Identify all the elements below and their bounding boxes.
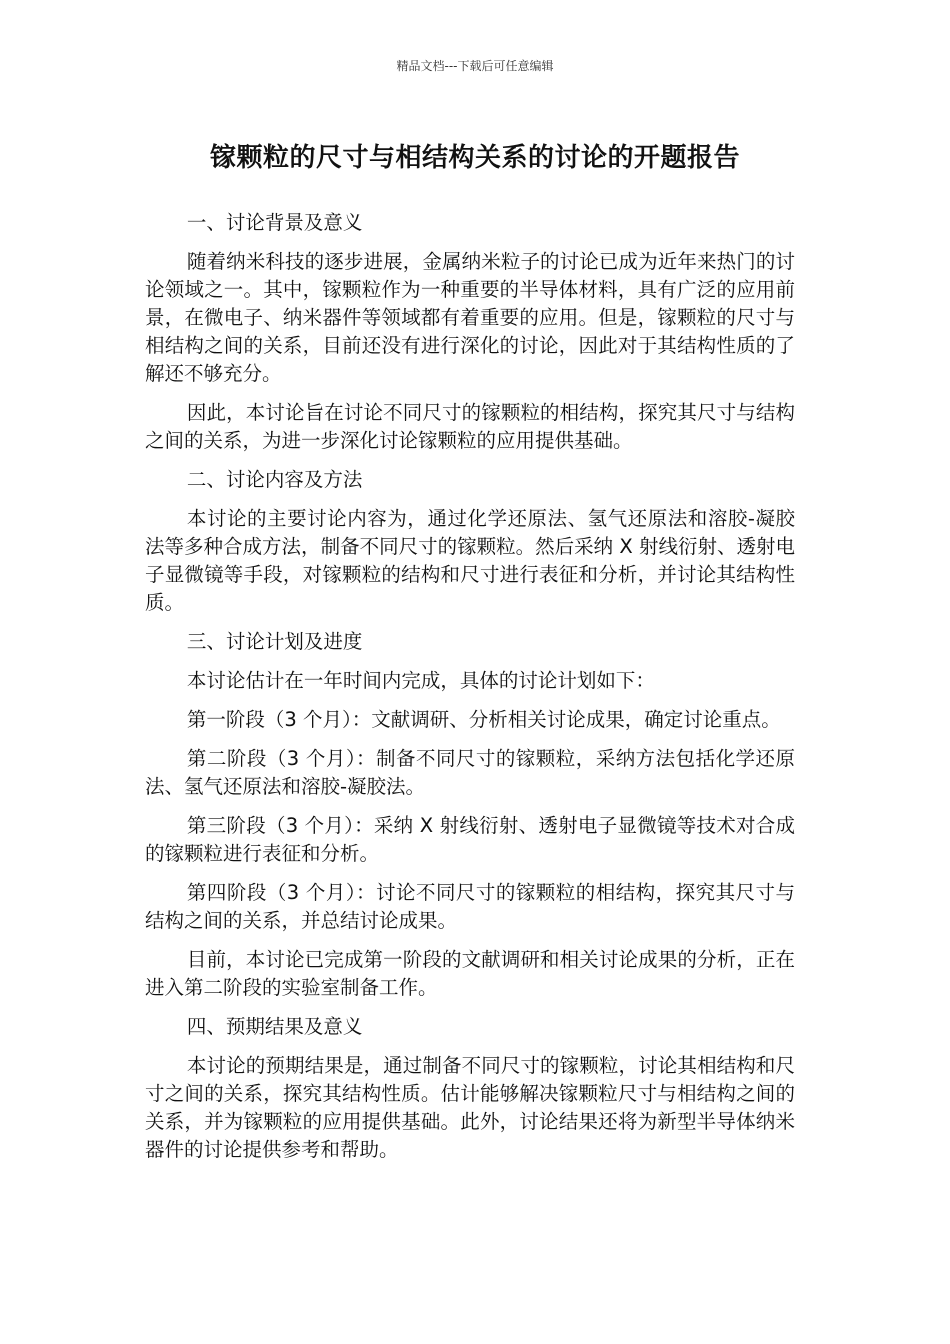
section-heading-methods: 二、讨论内容及方法	[186, 468, 363, 491]
document-body	[145, 209, 795, 1175]
paragraph-background: 随着纳米科技的逐步进展，金属纳米粒子的讨论已成为近年来热门的讨论领域之一。其中，镓颗粒作为一种重要的半导体材料，具有广泛的应用前景，在微电子、纳米器件等领域都有着重要的应用。但是，镓颗粒的尺寸与相结构之间的关系，目前还没有进行深化的讨论，因此对于其结构性质的了解还不够充分。	[145, 250, 795, 385]
document-title: 镓颗粒的尺寸与相结构关系的讨论的开题报告	[209, 143, 740, 173]
header-note: 精品文档---下载后可任意编辑	[396, 59, 554, 73]
paragraph-stage-3: 第三阶段（3 个月）：采纳 X 射线衍射、透射电子显微镜等技术对合成的镓颗粒进行表征和分析。	[145, 814, 795, 865]
paragraph-methods: 本讨论的主要讨论内容为，通过化学还原法、氢气还原法和溶胶-凝胶法等多种合成方法，制备不同尺寸的镓颗粒。然后采纳 X 射线衍射、透射电子显微镜等手段，对镓颗粒的结构和尺寸进行表征和分析，并讨论其结构性质。	[145, 507, 795, 614]
section-heading-expected-results: 四、预期结果及意义	[186, 1015, 363, 1038]
section-heading-plan: 三、讨论计划及进度	[186, 630, 363, 653]
paragraph-expected-results: 本讨论的预期结果是，通过制备不同尺寸的镓颗粒，讨论其相结构和尺寸之间的关系，探究其结构性质。估计能够解决镓颗粒尺寸与相结构之间的关系，并为镓颗粒的应用提供基础。此外，讨论结果还将为新型半导体纳米器件的讨论提供参考和帮助。	[145, 1054, 795, 1161]
paragraph-stage-4: 第四阶段（3 个月）：讨论不同尺寸的镓颗粒的相结构，探究其尺寸与结构之间的关系，并总结讨论成果。	[145, 881, 795, 932]
paragraph-stage-2: 第二阶段（3 个月）：制备不同尺寸的镓颗粒，采纳方法包括化学还原法、氢气还原法和溶胶-凝胶法。	[145, 747, 795, 798]
paragraph-purpose: 因此，本讨论旨在讨论不同尺寸的镓颗粒的相结构，探究其尺寸与结构之间的关系，为进一步深化讨论镓颗粒的应用提供基础。	[145, 401, 795, 452]
paragraph-plan-intro: 本讨论估计在一年时间内完成，具体的讨论计划如下：	[186, 669, 655, 692]
paragraph-stage-1: 第一阶段（3 个月）：文献调研、分析相关讨论成果，确定讨论重点。	[186, 708, 781, 731]
paragraph-progress: 目前，本讨论已完成第一阶段的文献调研和相关讨论成果的分析，正在进入第二阶段的实验室制备工作。	[145, 948, 795, 999]
section-heading-background: 一、讨论背景及意义	[186, 211, 363, 234]
